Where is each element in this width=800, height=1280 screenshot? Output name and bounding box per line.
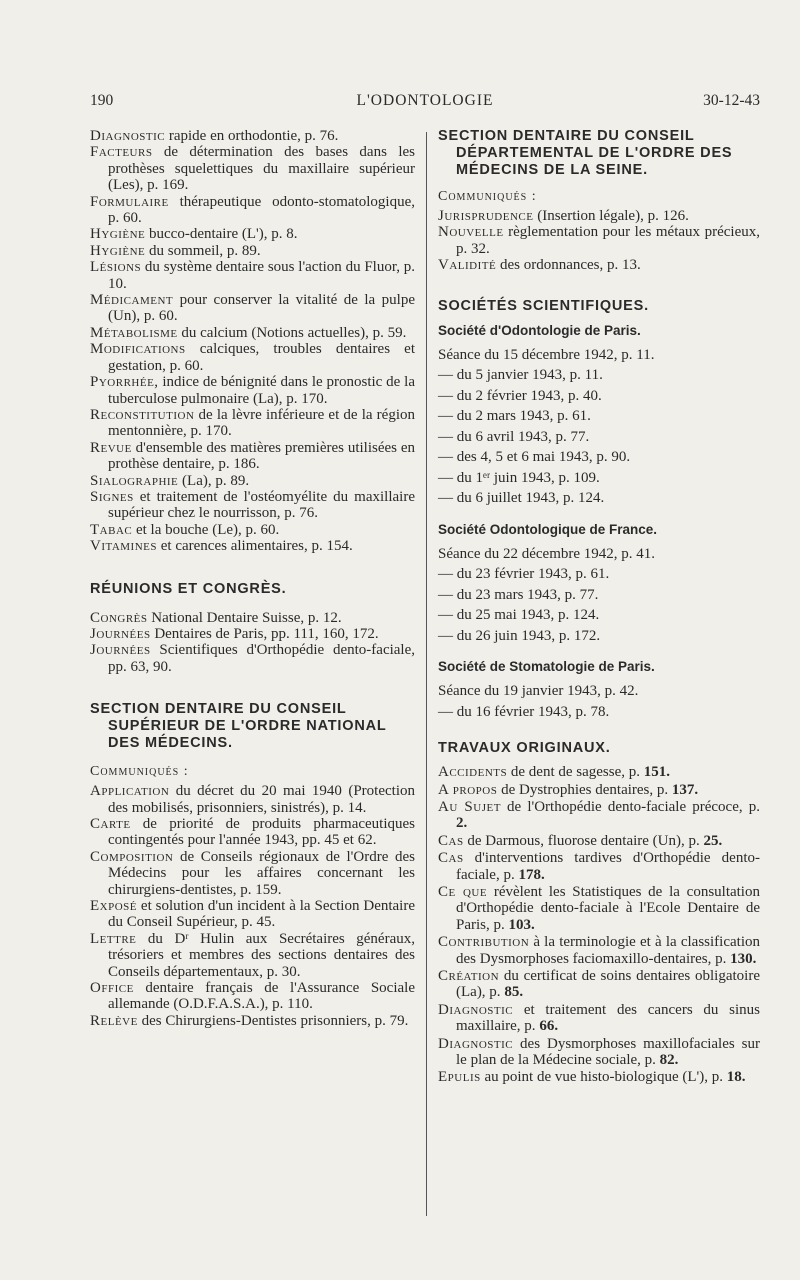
index-entry <box>90 374 415 407</box>
seance-line: Séance du 22 décembre 1942, p. 41. <box>438 545 656 562</box>
index-entry <box>438 850 760 883</box>
entry-head: Cas <box>438 850 464 867</box>
index-entry <box>90 473 415 489</box>
entry-text: pour conserver la vitalité de la pulpe (Un), p. 60. <box>108 292 415 325</box>
entry-text: de Conseils régionaux de l'Ordre des Médecins pour les affaires concernant les chirurgiens-dentistes, p. 159. <box>108 848 415 898</box>
entry-text: et traitement des cancers du sinus maxillaire, p. <box>456 1001 760 1035</box>
subheading-soc-france: Société Odontologique de France. <box>438 521 658 537</box>
seance-line: — du 6 juillet 1943, p. 124. <box>438 490 605 507</box>
index-entry <box>90 980 415 1013</box>
entry-text: Dentaires de Paris, pp. 111, 160, 172. <box>150 625 379 642</box>
entry-text: de l'Orthopédie dento-faciale précoce, p. <box>500 798 760 815</box>
entry-text: du Dʳ Hulin aux Secrétaires généraux, trésoriers et membres des sections dentaires des Conseils départementaux, p. 30. <box>108 930 415 980</box>
section-heading-conseil-superieur: SECTION DENTAIRE DU CONSEIL SUPÉRIEUR DE L'ORDRE NATIONAL DES MÉDECINS. <box>90 701 387 752</box>
index-entry <box>438 1036 760 1069</box>
column-divider <box>426 132 427 1216</box>
seance-line: Séance du 19 janvier 1943, p. 42. <box>438 683 639 700</box>
entry-head: Journées <box>90 625 151 642</box>
entry-text: de la lèvre inférieure et de la région mentonnière, p. 170. <box>108 406 415 440</box>
index-entry <box>90 489 415 522</box>
entry-text: de priorité de produits pharmaceutiques contingentés pour l'année 1943, pp. 45 et 62. <box>108 816 415 849</box>
entry-text: du calcium (Notions actuelles), p. 59. <box>177 324 407 341</box>
index-entry <box>90 849 415 898</box>
entry-page: 66. <box>539 1018 559 1035</box>
subheading-soc-odontologie: Société d'Odontologie de Paris. <box>438 322 641 338</box>
index-entry <box>438 1069 760 1085</box>
section-heading-reunions: RÉUNIONS ET CONGRÈS. <box>90 580 287 597</box>
index-entry <box>90 194 415 227</box>
index-list <box>90 128 415 555</box>
entry-page: 130. <box>730 950 757 967</box>
index-entry <box>438 257 760 273</box>
seance-line: — du 23 mars 1943, p. 77. <box>438 586 599 603</box>
seance-line: Séance du 15 décembre 1942, p. 11. <box>438 346 655 363</box>
page-header <box>90 92 760 116</box>
entry-head: Relève <box>90 1012 138 1029</box>
entry-head: Lésions <box>90 259 142 276</box>
entry-text: et traitement de l'ostéomyélite du maxillaire supérieur chez le nourrisson, p. 76. <box>108 488 415 522</box>
entry-text: du système dentaire sous l'action du Fluor, p. 10. <box>108 259 415 292</box>
soc-stomatologie-list <box>438 681 760 722</box>
entry-head: Création <box>438 968 500 984</box>
entry-text: bucco-dentaire (L'), p. 8. <box>145 226 298 243</box>
entry-page: 25. <box>703 832 723 849</box>
entry-text: d'ensemble des matières premières utilisées en prothèse dentaire, p. 186. <box>108 439 415 473</box>
seance-line: — du 1ᵉʳ juin 1943, p. 109. <box>438 469 600 486</box>
entry-text: de Dystrophies dentaires, p. <box>497 781 672 798</box>
entry-head: Au Sujet <box>438 798 501 815</box>
entry-page: 18. <box>726 1069 746 1086</box>
entry-text: Scientifiques d'Orthopédie dento-faciale, pp. 63, 90. <box>108 642 415 675</box>
index-entry <box>90 226 415 242</box>
entry-text: des Dysmorphoses maxillofaciales sur le plan de la Médecine sociale, p. <box>456 1035 760 1069</box>
travaux-list <box>438 764 760 1086</box>
entry-head: Ce que <box>438 883 488 900</box>
index-entry <box>438 208 760 224</box>
entry-text: dentaire français de l'Assurance Sociale allemande (O.D.F.A.S.A.), p. 110. <box>108 980 415 1013</box>
communiques-label: Communiqués : <box>90 764 189 780</box>
index-entry <box>90 898 415 931</box>
entry-text: révèlent les Statistiques de la consultation d'Orthopédie dento-faciale à l'Ecole Dentaire de Paris, p. <box>456 883 760 933</box>
index-entry <box>90 642 415 675</box>
entry-text: et la bouche (Le), p. 60. <box>132 521 280 538</box>
seance-line: — du 5 janvier 1943, p. 11. <box>438 367 603 384</box>
entry-text: du sommeil, p. 89. <box>145 242 261 259</box>
seance-line: — du 25 mai 1943, p. 124. <box>438 607 600 624</box>
entry-text: du décret du 20 mai 1940 (Protection des mobilisés, prisonniers, sinistrés), p. 14. <box>108 783 415 816</box>
index-entry <box>438 782 760 798</box>
journal-title: L'ODONTOLOGIE <box>356 92 494 109</box>
seance-line: — du 23 février 1943, p. 61. <box>438 566 610 583</box>
index-entry <box>90 128 415 144</box>
entry-head: Lettre <box>90 930 137 947</box>
seance-line: — du 6 avril 1943, p. 77. <box>438 428 590 445</box>
entry-text: règlementation pour les métaux précieux, p. 32. <box>456 224 760 257</box>
entry-head: Accidents <box>438 764 508 781</box>
entry-head: Signes <box>90 488 134 505</box>
section-heading-conseil-departemental: SECTION DENTAIRE DU CONSEIL DÉPARTEMENTAL DE L'ORDRE DES MÉDECINS DE LA SEINE. <box>438 128 733 178</box>
entry-text: au point de vue histo-biologique (L'), p. <box>480 1069 727 1086</box>
subheading-soc-stomatologie: Société de Stomatologie de Paris. <box>438 659 655 675</box>
entry-text: (Insertion légale), p. 126. <box>533 208 689 224</box>
left-column <box>90 128 415 1029</box>
entry-text: et carences alimentaires, p. 154. <box>157 538 353 555</box>
entry-text: calciques, troubles dentaires et gestation, p. 60. <box>108 341 415 374</box>
index-entry <box>90 538 415 554</box>
index-entry <box>90 325 415 341</box>
entry-head: Reconstitution <box>90 406 195 423</box>
entry-head: Diagnostic <box>438 1035 514 1052</box>
soc-france-list <box>438 544 760 647</box>
index-entry <box>90 626 415 642</box>
index-entry <box>90 440 415 473</box>
entry-head: Office <box>90 980 134 997</box>
index-entry <box>90 292 415 325</box>
entry-head: Congrès <box>90 609 148 626</box>
entry-head: Contribution <box>438 934 530 951</box>
entry-head: Diagnostic <box>438 1001 514 1018</box>
entry-text: rapide en orthodontie, p. 76. <box>165 128 339 144</box>
index-entry <box>90 931 415 980</box>
entry-text: National Dentaire Suisse, p. 12. <box>147 609 342 626</box>
entry-text: et solution d'un incident à la Section Dentaire du Conseil Supérieur, p. 45. <box>108 898 415 931</box>
index-entry <box>438 764 760 780</box>
seance-line: — du 26 juin 1943, p. 172. <box>438 627 601 644</box>
index-entry <box>90 259 415 292</box>
entry-page: 103. <box>508 916 535 933</box>
entry-page: 82. <box>659 1052 679 1069</box>
index-entry <box>90 243 415 259</box>
entry-head: Formulaire <box>90 193 169 210</box>
conseil-superieur-list <box>90 783 415 1029</box>
entry-text: d'interventions tardives d'Orthopédie dento-faciale, p. <box>456 850 760 883</box>
entry-head: Hygiène <box>90 242 146 259</box>
index-entry <box>438 833 760 849</box>
seance-line: — du 2 février 1943, p. 40. <box>438 387 602 404</box>
entry-page: 137. <box>671 781 699 798</box>
index-entry <box>90 610 415 626</box>
entry-head: Tabac <box>90 521 133 538</box>
entry-head: Exposé <box>90 898 138 915</box>
index-entry <box>438 799 760 832</box>
entry-text: thérapeutique odonto-stomatologique, p. 60. <box>108 193 415 227</box>
entry-head: Sialographie <box>90 472 179 489</box>
entry-page: 2. <box>456 815 468 832</box>
entry-head: Diagnostic <box>90 128 166 144</box>
entry-head: Revue <box>90 439 132 456</box>
entry-text: (La), p. 89. <box>178 472 250 489</box>
entry-head: Validité <box>438 257 497 274</box>
entry-text: de détermination des bases dans les prothèses squelettiques du maxillaire supérieur (Les), p. 169. <box>108 144 415 194</box>
index-entry <box>438 1002 760 1035</box>
index-entry <box>438 224 760 257</box>
index-entry <box>90 144 415 193</box>
index-entry <box>90 522 415 538</box>
entry-head: Médicament <box>90 292 174 309</box>
entry-head: Nouvelle <box>438 224 504 241</box>
entry-text: à la terminologie et à la classification des Dysmorphoses faciomaxillo-dentaires, p. <box>456 934 760 967</box>
index-entry <box>90 783 415 816</box>
soc-odontologie-list <box>438 345 760 509</box>
entry-head: Carte <box>90 816 131 832</box>
entry-head: Métabolisme <box>90 324 178 341</box>
entry-head: Facteurs <box>90 144 153 161</box>
right-column <box>438 128 760 1087</box>
entry-head: Pyorrhée, <box>90 374 159 391</box>
section-heading-travaux: TRAVAUX ORIGINAUX. <box>438 740 611 757</box>
page-number: 190 <box>90 92 114 109</box>
index-entry <box>90 816 415 849</box>
index-entry <box>438 934 760 967</box>
entry-text: de Darmous, fluorose dentaire (Un), p. <box>463 832 704 849</box>
entry-page: 178. <box>518 866 545 883</box>
index-entry <box>438 884 760 933</box>
issue-date: 30-12-43 <box>703 92 760 109</box>
seance-line: — du 16 février 1943, p. 78. <box>438 703 610 720</box>
index-entry <box>438 968 760 1001</box>
entry-head: Epulis <box>438 1069 481 1086</box>
entry-text: indice de bénignité dans le pronostic de la tuberculose pulmonaire (La), p. 170. <box>108 374 415 407</box>
seance-line: — du 2 mars 1943, p. 61. <box>438 408 591 425</box>
index-entry <box>90 407 415 440</box>
index-entry <box>90 341 415 374</box>
entry-text: de dent de sagesse, p. <box>507 764 644 781</box>
entry-head: A propos <box>438 781 498 798</box>
communiques-label: Communiqués : <box>438 189 537 204</box>
reunions-list <box>90 610 415 676</box>
section-heading-societes: SOCIÉTÉS SCIENTIFIQUES. <box>438 297 649 314</box>
index-entry <box>90 1013 415 1029</box>
entry-head: Jurisprudence <box>438 208 534 224</box>
entry-head: Vitamines <box>90 538 158 555</box>
entry-head: Composition <box>90 848 174 865</box>
entry-head: Application <box>90 783 170 800</box>
entry-text: du certificat de soins dentaires obligatoire (La), p. <box>456 968 760 1001</box>
entry-head: Cas <box>438 832 464 849</box>
entry-head: Journées <box>90 642 151 659</box>
entry-text: des Chirurgiens-Dentistes prisonniers, p. 79. <box>137 1012 409 1029</box>
conseil-departemental-list <box>438 208 760 274</box>
entry-page: 85. <box>504 984 524 1001</box>
seance-line: — des 4, 5 et 6 mai 1943, p. 90. <box>438 449 631 466</box>
entry-text: des ordonnances, p. 13. <box>496 257 641 274</box>
entry-head: Hygiène <box>90 226 146 243</box>
entry-page: 151. <box>643 764 671 781</box>
entry-head: Modifications <box>90 341 186 358</box>
